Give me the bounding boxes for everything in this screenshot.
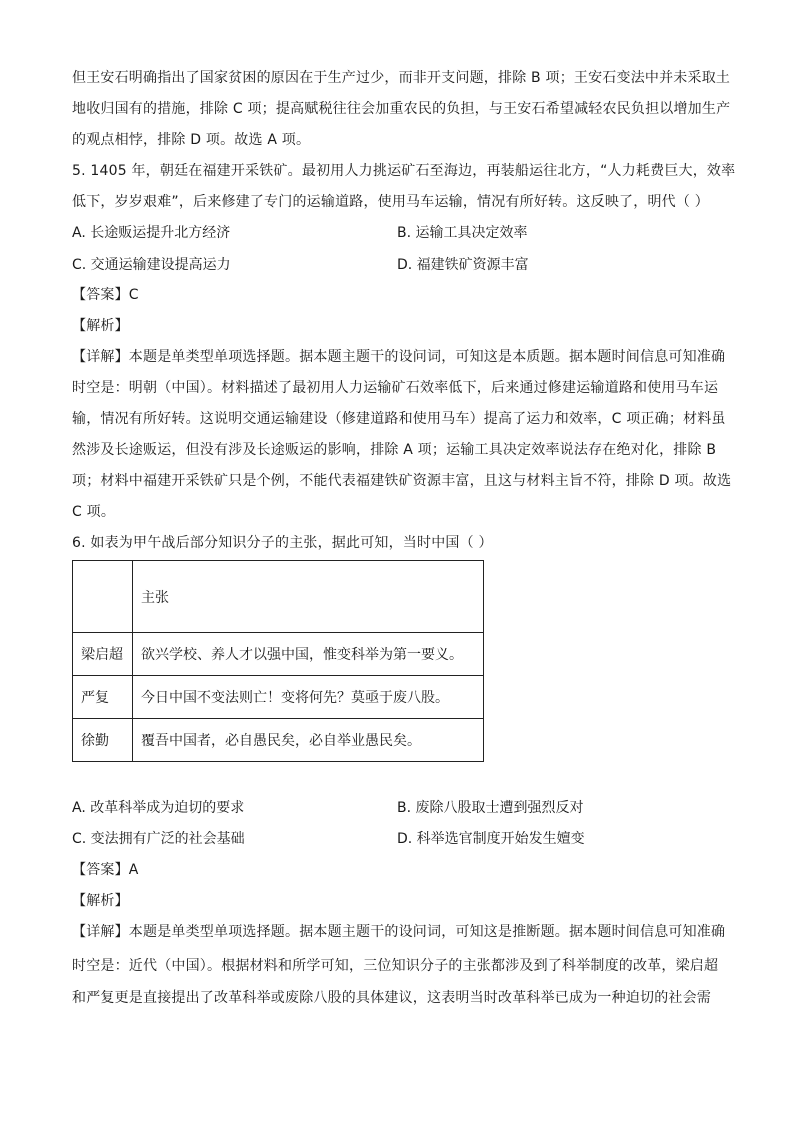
table-cell-claim: 今日中国不变法则亡！变将何先？莫亟于废八股。: [133, 676, 484, 719]
table-row: [73, 676, 484, 719]
question-6-detail-line: 【详解】本题是单类型单项选择题。据本题主题干的设问词，可知这是推断题。据本题时间信息可知准确: [72, 924, 726, 940]
table-header-claim: 主张: [133, 561, 484, 633]
table-header-name: [73, 561, 133, 633]
table-cell-claim: 欲兴学校、养人才以强中国，惟变科举为第一要义。: [133, 633, 484, 676]
table-cell-claim: 覆吾中国者，必自愚民矣，必自举业愚民矣。: [133, 719, 484, 762]
question-6-analysis-label: 【解析】: [72, 893, 129, 909]
question-5-option-d: D. 福建铁矿资源丰富: [397, 257, 529, 273]
question-5-answer: 【答案】C: [72, 287, 139, 303]
claims-table: [72, 560, 484, 762]
question-5-detail-line: 输，情况有所好转。这说明交通运输建设（修建道路和使用马车）提高了运力和效率，C 项正确；材料虽: [72, 411, 726, 427]
question-5-stem: 低下，岁岁艰难”，后来修建了专门的运输道路，使用马车运输，情况有所好转。这反映了，明代（ ）: [72, 194, 709, 210]
question-6-option-c: C. 变法拥有广泛的社会基础: [72, 831, 245, 847]
question-6-option-b: B. 废除八股取士遭到强烈反对: [397, 800, 584, 816]
question-6-option-d: D. 科举选官制度开始发生嬗变: [397, 831, 585, 847]
question-6-answer: 【答案】A: [72, 862, 139, 878]
question-5-detail-line: C 项。: [72, 504, 116, 520]
question-5-option-a: A. 长途贩运提升北方经济: [72, 225, 231, 241]
table-cell-name: 梁启超: [73, 633, 133, 676]
table-cell-name: 严复: [73, 676, 133, 719]
question-5-option-c: C. 交通运输建设提高运力: [72, 257, 231, 273]
table-header-row: [73, 561, 484, 633]
prev-explanation-line: 地收归国有的措施，排除 C 项；提高赋税往往会加重农民的负担，与王安石希望减轻农民负担以增加生产: [72, 101, 731, 117]
question-6-option-a: A. 改革科举成为迫切的要求: [72, 800, 245, 816]
prev-explanation-line: 但王安石明确指出了国家贫困的原因在于生产过少，而非开支问题，排除 B 项；王安石变法中并未采取土: [72, 70, 731, 86]
question-5-detail-line: 然涉及长途贩运，但没有涉及长途贩运的影响，排除 A 项；运输工具决定效率说法存在绝对化，排除 B: [72, 442, 717, 458]
question-5-option-b: B. 运输工具决定效率: [397, 225, 528, 241]
table-row: [73, 633, 484, 676]
question-5-analysis-label: 【解析】: [72, 318, 129, 334]
prev-explanation-line: 的观点相悖，排除 D 项。故选 A 项。: [72, 132, 311, 148]
question-6-detail-line: 和严复更是直接提出了改革科举或废除八股的具体建议，这表明当时改革科举已成为一种迫切的社会需: [72, 990, 711, 1006]
question-6-detail-line: 时空是：近代（中国）。根据材料和所学可知，三位知识分子的主张都涉及到了科举制度的改革，梁启超: [72, 958, 719, 974]
question-5-stem: 5. 1405 年，朝廷在福建开采铁矿。最初用人力挑运矿石至海边，再装船运往北方，“人力耗费巨大，效率: [72, 163, 736, 179]
question-6-stem: 6. 如表为甲午战后部分知识分子的主张，据此可知，当时中国（ ）: [72, 535, 493, 551]
question-5-detail-line: 时空是：明朝（中国）。材料描述了最初用人力运输矿石效率低下，后来通过修建运输道路和使用马车运: [72, 380, 719, 396]
question-5-detail-line: 【详解】本题是单类型单项选择题。据本题主题干的设问词，可知这是本质题。据本题时间信息可知准确: [72, 349, 726, 365]
table-cell-name: 徐勤: [73, 719, 133, 762]
question-5-detail-line: 项；材料中福建开采铁矿只是个例，不能代表福建铁矿资源丰富，且这与材料主旨不符，排除 D 项。故选: [72, 473, 732, 489]
table-row: [73, 719, 484, 762]
